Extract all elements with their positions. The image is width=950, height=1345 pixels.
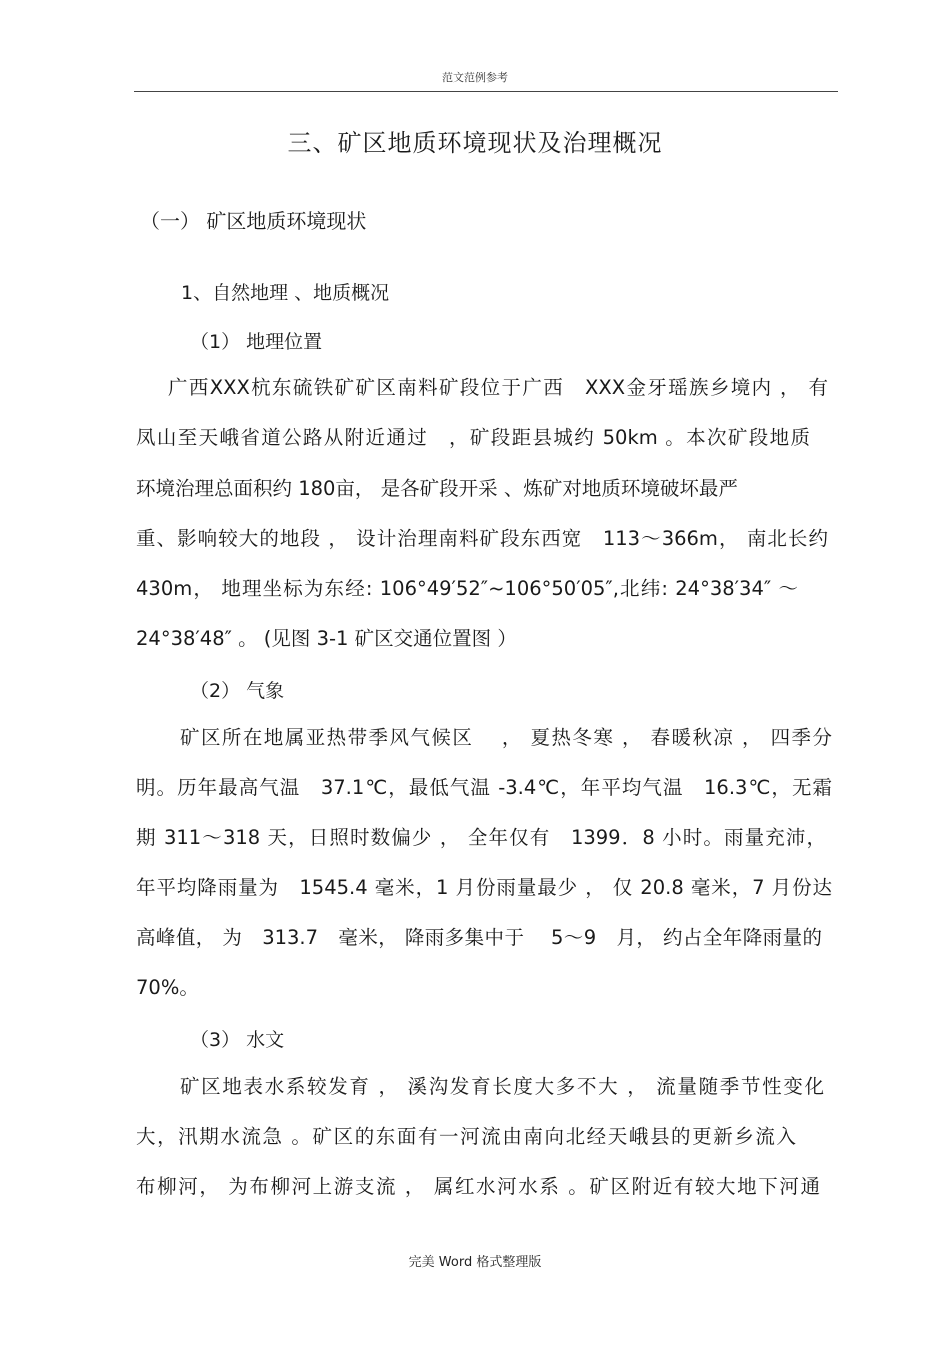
heading-location: （1） 地理位置	[190, 331, 323, 353]
paragraph-line: 年平均降雨量为 1545.4 毫米，1 月份雨量最少 ， 仅 20.8 毫米，7 月份达	[136, 876, 832, 899]
paragraph-line: 70%。	[136, 976, 199, 999]
section-heading: （一） 矿区地质环境现状	[140, 209, 367, 233]
paragraph-line: 大，汛期水流急 。矿区的东面有一河流由南向北经天峨县的更新乡流入	[136, 1125, 796, 1148]
paragraph-line: 凤山至天峨省道公路从附近通过 ，矿段距县城约 50km 。本次矿段地质	[136, 426, 810, 449]
paragraph-line: 期 311～318 天，日照时数偏少 ， 全年仅有 1399．8 小时。雨量充沛，	[136, 826, 826, 849]
paragraph-line: 430m， 地理坐标为东经: 106°49′52″~106°50′05″,北纬: 24°38′34″ ～	[136, 577, 798, 600]
heading-climate: （2） 气象	[190, 680, 285, 702]
paragraph-line: 布柳河， 为布柳河上游支流 ， 属红水河水系 。矿区附近有较大地下河通	[136, 1175, 820, 1198]
paragraph-line: 矿区地表水系较发育 ， 溪沟发育长度大多不大 ， 流量随季节性变化	[180, 1075, 824, 1098]
paragraph-line: 明。历年最高气温 37.1℃，最低气温 -3.4℃，年平均气温 16.3℃，无霜	[136, 776, 832, 799]
paragraph-line: 矿区所在地属亚热带季风气候区 ， 夏热冬寒 ， 春暖秋凉 ， 四季分	[180, 726, 832, 749]
paragraph-line: 24°38′48″ 。 (见图 3-1 矿区交通位置图 ）	[136, 627, 517, 650]
header-text: 范文范例参考	[442, 71, 508, 84]
paragraph-line: 环境治理总面积约 180亩， 是各矿段开采 、炼矿对地质环境破坏最严	[136, 477, 738, 500]
paragraph-line: 高峰值， 为 313.7 毫米， 降雨多集中于 5～9 月， 约占全年降雨量的	[136, 926, 822, 949]
header-divider	[134, 91, 838, 92]
heading-hydrology: （3） 水文	[190, 1029, 285, 1051]
paragraph-line: 重、影响较大的地段 ， 设计治理南料矿段东西宽 113～366m， 南北长约	[136, 527, 828, 550]
subsection-heading: 1、自然地理 、地质概况	[181, 282, 390, 304]
page-footer: 完美 Word 格式整理版	[408, 1255, 542, 1270]
paragraph-line: 广西XXX杭东硫铁矿矿区南料矿段位于广西 XXX金牙瑶族乡境内 ， 有	[168, 376, 828, 399]
page-title: 三、矿区地质环境现状及治理概况	[287, 129, 663, 157]
